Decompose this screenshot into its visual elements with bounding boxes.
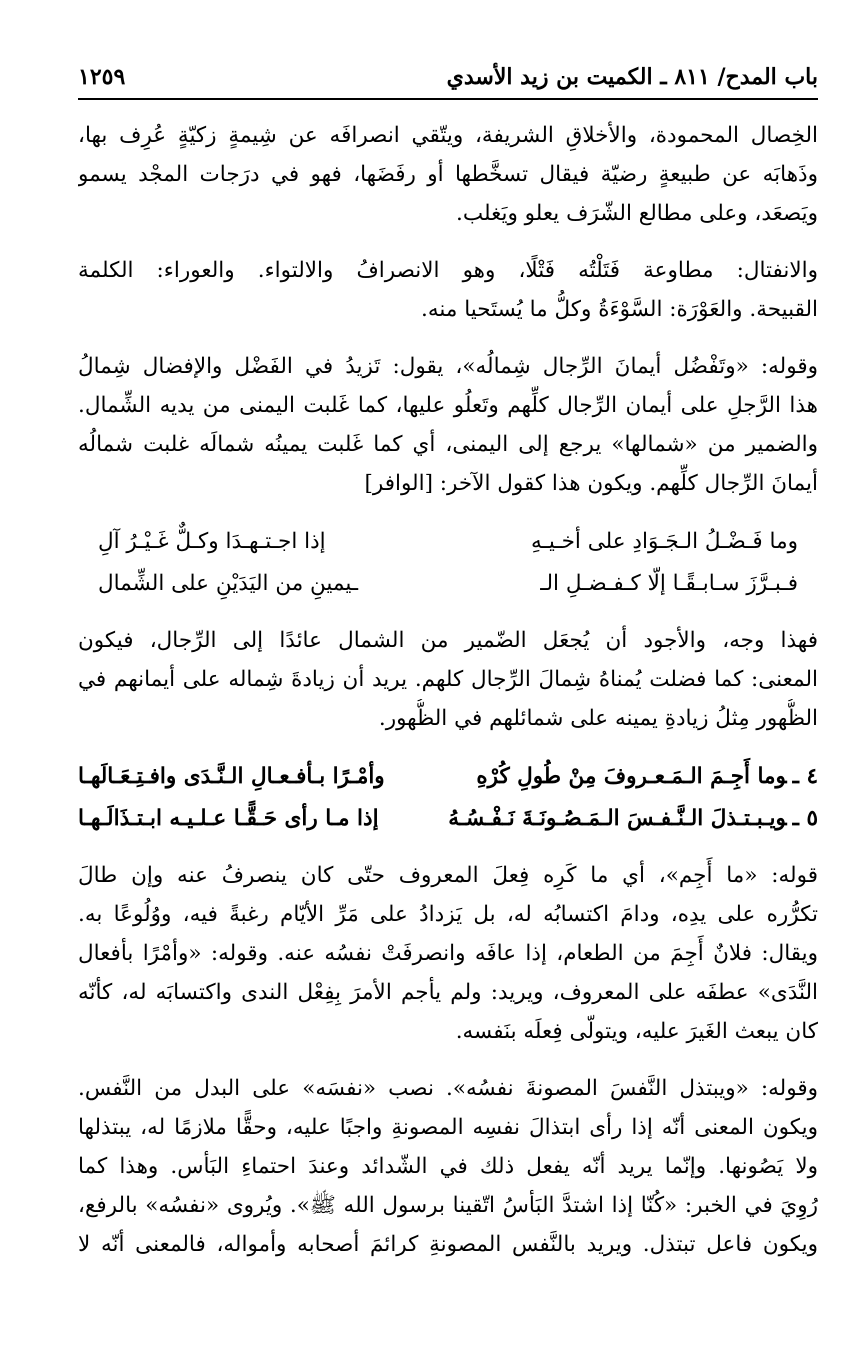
text-line: النَّدَى» عطفَه على المعروف، ويريد: ولم يأجم الأمرَ بِفِعْل الندى واكتسابَه له، كأنّه: [78, 980, 818, 1005]
text-line: تكرُّره على يدِه، ودامَ اكتسابُه له، بل يَزدادُ على مَرِّ الأيّام رغبةً فيه، ووُلُوعًا به.: [78, 902, 818, 927]
verse-first-hemistich: [476, 756, 818, 798]
verse-line-5: [78, 798, 818, 840]
text-line: الخِصال المحمودة، والأخلاقِ الشريفة، ويتّقي انصرافَه عن شِيمةٍ زكيّةٍ عُرِف بها،: [78, 123, 818, 148]
main-poem-verses: [78, 756, 818, 840]
text-line: قوله: «ما أَجِم»، أي ما كَرِه فِعلَ المعروف حتّى كان ينصرفُ عنه وإن طالَ: [78, 863, 818, 888]
quoted-verses: [78, 521, 818, 605]
paragraph-infital: [78, 251, 818, 329]
text-line: رُوِيَ في الخبر: «كُنّا إذا اشتدَّ البَأسُ اتّقينا برسول الله ﷺ». ويُروى «نفسُه» بالرفع،: [78, 1193, 818, 1218]
verse-first-hemistich: فـبـرَّزَ سـابـقًـا إلّا كـفـضـلِ الـ: [540, 571, 798, 596]
text-line: والضمير من «شمالها» يرجع إلى اليمنى، أي كما غَلبت يمينُه شمالَه غلبت شمالُه: [78, 432, 818, 457]
text-line: هذا الرَّجلِ على أيمان الرِّجال كلِّهم وتَعلُو عليها، كما غَلبت اليمنى من يديه الشِّمال.: [78, 393, 818, 418]
text-line: كان يبعث الغَيرَ عليه، ويتولّى فِعلَه بنَفسه.: [455, 1019, 818, 1044]
text-line: فهذا وجه، والأجود أن يُجعَل الضّمير من الشمال عائدًا إلى الرِّجال، فيكون: [78, 628, 818, 653]
verse-line: [78, 521, 818, 563]
hemistich-text: وما أَجِـمَ الـمَـعـروفَ مِنْ طُولِ كُرْهِ: [476, 764, 787, 789]
text-line: والانفتال: مطاوعة فَتَلْتُه فَتْلًا، وهو الانصرافُ والالتواء. والعوراء: الكلمة: [78, 258, 818, 283]
text-line: ويقال: فلانٌ أَجِمَ من الطعام، إذا عافَه وانصرفَتْ نفسُه عنه. وقوله: «وأمْرًا بأفعال: [78, 941, 818, 966]
header-title: باب المدح/ ٨١١ ـ الكميت بن زيد الأسدي: [446, 64, 818, 90]
text-line: ويكون فاعل تبتذل. ويريد بالنَّفس المصونةِ كرائمَ أصحابه وأمواله، فالمعنى أنّه لا: [78, 1232, 818, 1257]
verse-second-hemistich: إذا مـا رأى حَـقًّـا عـلـيـه ابـتـذَالَـهـا: [78, 806, 379, 831]
paragraph-pronoun: [78, 621, 818, 738]
verse-number: ٤ ـ: [792, 764, 818, 789]
paragraph-virtues: [78, 116, 818, 233]
page-body: [78, 116, 818, 1282]
verse-line-4: [78, 756, 818, 798]
verse-first-hemistich: [448, 798, 818, 840]
paragraph-left-hand: [78, 347, 818, 503]
running-header: [78, 56, 818, 100]
verse-second-hemistich: إذا اجـتـهـدَا وكـلٌّ غَـيْـرُ آلِ: [98, 529, 326, 554]
verse-second-hemistich: ـيمينِ من اليَدَيْنِ على الشِّمال: [98, 571, 359, 596]
text-line: ويَصعَد، وعلى مطالع الشّرَف يعلو ويَغلب.: [456, 201, 818, 226]
text-line: المعنى: كما فضلت يُمناهُ شِمالَ الرِّجال كلهم. يريد أن زيادةَ شِماله على أيمانهم في: [78, 667, 818, 692]
text-line: القبيحة. والعَوْرَة: السَّوْءَةُ وكلُّ ما يُستَحيا منه.: [421, 297, 818, 322]
text-line: الظُّهور مِثلُ زيادةِ يمينه على شمائلهم في الظُّهور.: [378, 706, 818, 731]
text-line: أيمانَ الرِّجال كلِّهم. ويكون هذا كقول الآخر: [الوافر]: [364, 471, 818, 496]
text-line: وقوله: «ويبتذل النَّفسَ المصونةَ نفسُه». نصب «نفسَه» على البدل من النَّفس.: [78, 1076, 818, 1101]
verse-line: [78, 563, 818, 605]
verse-first-hemistich: وما فَـضْـلُ الـجَـوَادِ على أخـيـهِ: [531, 529, 798, 554]
verse-second-hemistich: وأمْـرًا بـأفـعـالِ الـنَّـدَى وافـتِـعَـالَهـا: [78, 764, 385, 789]
paragraph-ajima: [78, 856, 818, 1051]
paragraph-yabtadhil: [78, 1069, 818, 1264]
text-line: ويكون المعنى أنّه إذا رأى ابتذالَ نفسِه المصونةِ واجبًا عليه، وحقًّا ملازمًا له، يبتذلها: [78, 1115, 818, 1140]
verse-number: ٥ ـ: [792, 806, 818, 831]
text-line: وذَهابَه عن طبيعةٍ رضيّة فيقال تسخَّطها أو رفَضَها، فهو في درَجات المجْد يسمو: [78, 162, 818, 187]
page-number: ١٢٥٩: [78, 64, 126, 90]
text-line: وقوله: «وتَفْضُل أيمانَ الرِّجال شِمالُه»، يقول: تَزيدُ في الفَضْل والإفضال شِمالُ: [78, 354, 818, 379]
text-line: ولا يَصُونها. وإنّما يريد أنّه يفعل ذلك في الشّدائد وعندَ احتماءِ البَأس. وهذا كما: [78, 1154, 818, 1179]
hemistich-text: ويـبـتـذلَ الـنَّـفـسَ الـمَـصُـونَـةَ نَـفْـسُـهُ: [448, 806, 787, 831]
